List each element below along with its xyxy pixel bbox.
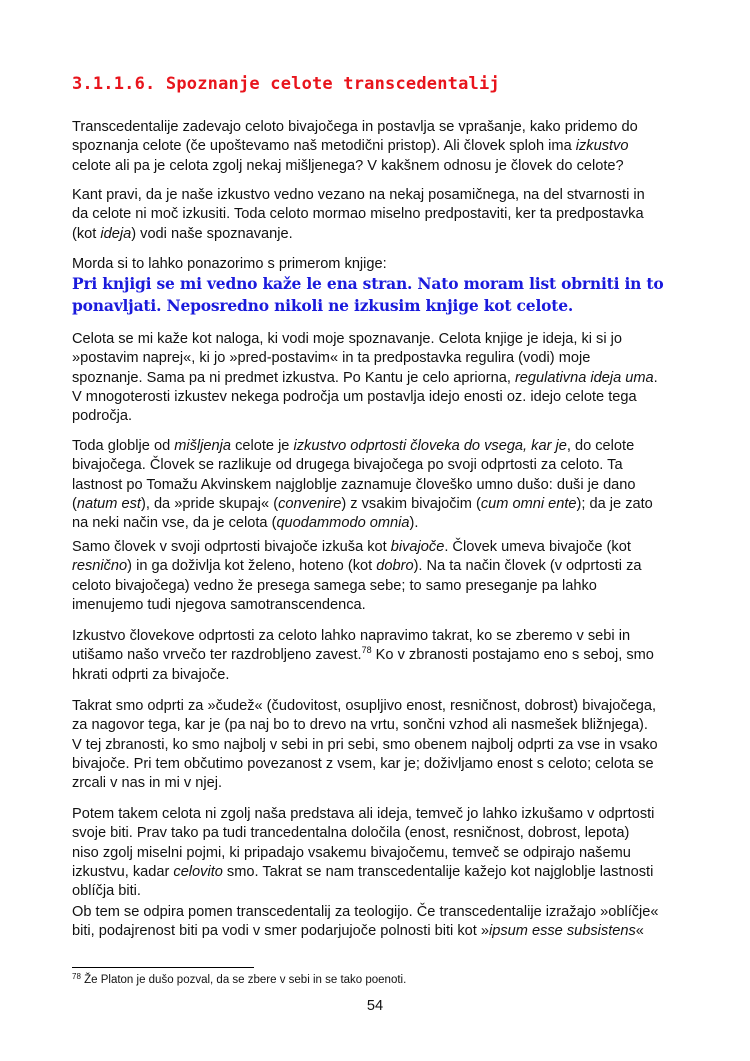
italic-text: izkustvo [575, 138, 629, 155]
text: imenujemo tudi njegova samotranscendenca. [72, 596, 366, 613]
italic-text: ipsum esse subsistens [488, 923, 636, 940]
text-line [72, 646, 654, 665]
text-line [72, 330, 658, 349]
text: utišamo našo vrvečo ter razdrobljeno zavest. [72, 647, 362, 664]
text-line [72, 349, 658, 368]
text-line [72, 824, 654, 843]
text: bivajočega. Človek se razlikuje od drugega bivajočega po svoji odprtosti za celoto. Ta [72, 457, 623, 474]
italic-text: izkustvo odprtosti človeka do vsega, kar je [293, 438, 567, 454]
text: da celote ni moč izkusiti. Toda celoto mormao miselno predpostaviti, ker ta predpostavka [72, 206, 644, 223]
text: ). [409, 515, 419, 532]
italic-text: natum est [76, 495, 141, 512]
highlighted-quote [72, 273, 664, 317]
paragraph [72, 538, 641, 615]
text-line [72, 755, 658, 774]
text: biti, podajrenost biti pa vodi v smer podarjujoče polnosti biti kot » [72, 923, 489, 940]
text: hkrati odprti za bivajoče. [72, 666, 230, 683]
footnote-reference[interactable]: 78 [361, 645, 372, 656]
footnote [72, 974, 406, 986]
text: lastnost po Tomažu Akvinskem najgloblje zaznamuje človeško umno dušo: duši je dano [72, 476, 636, 493]
text: ) z vsakim bivajočim ( [341, 495, 481, 512]
text: oblíčja biti. [72, 883, 141, 900]
text: ) in ga doživlja kot želeno, hoteno (kot [127, 558, 377, 575]
text: Kant pravi, da je naše izkustvo vedno vezano na nekaj posamičnega, na del stvarnosti in [72, 187, 645, 203]
paragraph [72, 697, 658, 793]
text: « [635, 923, 644, 940]
text-line [72, 137, 638, 156]
text: ); da je zato [576, 495, 653, 512]
italic-text: quodammodo omnia [276, 515, 410, 532]
text-line [72, 157, 638, 176]
text-line [72, 118, 638, 137]
text: V tej zbranosti, ko smo najbolj v sebi in pri sebi, smo obenem najbolj odprti za vse in vsako [72, 736, 658, 753]
italic-text: regulativna ideja uma [514, 369, 654, 386]
text: ), da »pride skupaj« ( [140, 495, 279, 512]
text-line [72, 186, 645, 205]
text-line [72, 255, 387, 274]
page-number: 54 [366, 998, 384, 1014]
italic-text: cum omni ente [480, 495, 577, 512]
text: svoje biti. Prav tako pa tudi trancedentalna določila (enost, resničnost, dobrost, lepota) [72, 825, 630, 842]
text: Transcedentalije zadevajo celoto bivajočega in postavlja se vprašanje, kako pridemo do [72, 119, 638, 135]
text: celote je [231, 438, 294, 454]
text: ( [72, 495, 77, 512]
paragraph [72, 627, 654, 685]
italic-text: celovito [173, 863, 223, 880]
text-line [72, 666, 654, 685]
text: bivajoče. Pri tem občutimo povezanost z vsem, kar je; doživljamo enost s celoto; celota se [72, 755, 654, 772]
text: Ko v zbranosti postajamo eno s seboj, smo [371, 647, 654, 664]
text: Morda si to lahko ponazorimo s primerom knjige: [72, 256, 387, 272]
text: smo. Takrat se nam transcedentalije kažejo kot najgloblje lastnosti [222, 863, 654, 880]
text-line [72, 476, 653, 495]
text-line [72, 922, 659, 941]
italic-text: mišljenja [174, 438, 232, 454]
text: Takrat smo odprti za »čudež« (čudovitost, osupljivo enost, resničnost, dobrost) bivajočega, [72, 698, 657, 714]
text-line [72, 736, 658, 755]
text-line [72, 627, 654, 646]
text: ). Na ta način človek (v odprtosti za [413, 558, 642, 575]
text: . [653, 369, 658, 386]
text-line [72, 388, 658, 407]
text-line [72, 369, 658, 388]
text-line [72, 205, 645, 224]
text-line [72, 407, 658, 426]
text: ) vodi naše spoznavanje. [131, 225, 293, 242]
text-line [72, 903, 659, 922]
paragraph [72, 437, 653, 533]
text: spoznanja celote (če upoštevamo naš metodični pristop). Ali človek sploh ima [72, 138, 576, 155]
text: na neki način vse, da je celota ( [72, 515, 277, 532]
text: Izkustvo človekove odprtosti za celoto lahko napravimo takrat, ko se zberemo v sebi in [72, 628, 631, 644]
footnote-text: Že Platon je dušo pozval, da se zbere v sebi in se tako poenoti. [80, 974, 407, 986]
text-line [72, 882, 654, 901]
italic-text: resnično [72, 558, 128, 575]
italic-text: dobro [376, 558, 414, 575]
text: za nagovor tega, kar je (pa naj bo to drevo na vrtu, sončni vzhod ali nasmešek bližnjega). [72, 717, 648, 734]
text-line [72, 456, 653, 475]
text: (kot [72, 225, 101, 242]
italic-text: bivajoče [390, 539, 445, 555]
text-line [72, 495, 653, 514]
text: niso zgolj miselni pojmi, ki pripadajo vsakemu bivajočemu, temveč se odpirajo našemu [72, 844, 631, 861]
section-heading: 3.1.1.6. Spoznanje celote transcedentalij [72, 74, 500, 94]
paragraph [72, 805, 654, 901]
text: Toda globlje od [72, 438, 175, 454]
italic-text: convenire [278, 495, 342, 512]
text-line [72, 514, 653, 533]
paragraph [72, 330, 658, 426]
text-line [72, 437, 653, 456]
paragraph [72, 118, 638, 176]
text-line [72, 225, 645, 244]
text-line [72, 557, 641, 576]
paragraph [72, 186, 645, 244]
text: Potem takem celota ni zgolj naša predstava ali ideja, temveč jo lahko izkušamo v odprtosti [72, 806, 655, 822]
footnote-number: 78 [72, 972, 81, 981]
text-line [72, 596, 641, 615]
highlight-line: ponavljati. Neposredno nikoli ne izkusim knjige kot celote. [72, 296, 574, 315]
text-line [72, 844, 654, 863]
text: spoznanje. Sama pa ni predmet izkustva. Po Kantu je celo apriorna, [72, 369, 515, 386]
paragraph [72, 255, 387, 274]
text-line [72, 805, 654, 824]
text: izkustvu, kadar [72, 863, 174, 880]
footnote-separator [72, 967, 254, 968]
text: Ob tem se odpira pomen transcedentalij za teologijo. Če transcedentalije izražajo »oblíčje« [72, 904, 659, 920]
text: , do celote [566, 438, 635, 454]
text: zrcali v nas in mi v njej. [72, 775, 223, 792]
text: Celota se mi kaže kot naloga, ki vodi moje spoznavanje. Celota knjige je ideja, ki si jo [72, 331, 622, 347]
text-line [72, 716, 658, 735]
text: Samo človek v svoji odprtosti bivajoče izkuša kot [72, 539, 391, 555]
text-line [72, 577, 641, 596]
text-line [72, 697, 658, 716]
text-line [72, 538, 641, 557]
text: . Človek umeva bivajoče (kot [444, 539, 631, 555]
text: celoto bivajočega) vedno že presega samega sebe; to samo preseganje pa lahko [72, 577, 597, 594]
text-line [72, 863, 654, 882]
text: celote ali pa je celota zgolj nekaj mišljenega? V kakšnem odnosu je človek do celote? [72, 157, 624, 174]
paragraph [72, 903, 659, 942]
text: področja. [72, 408, 133, 425]
text: V mnogoterosti izkustev nekega področja um postavlja idejo enosti oz. idejo celote tega [72, 388, 637, 405]
text: »postavim naprej«, ki jo »pred-postavim« in ta predpostavka regulira (vodi) moje [72, 350, 591, 367]
highlight-line: Pri knjigi se mi vedno kaže le ena stran. Nato moram list obrniti in to [72, 274, 664, 293]
italic-text: ideja [100, 225, 132, 242]
text-line [72, 774, 658, 793]
